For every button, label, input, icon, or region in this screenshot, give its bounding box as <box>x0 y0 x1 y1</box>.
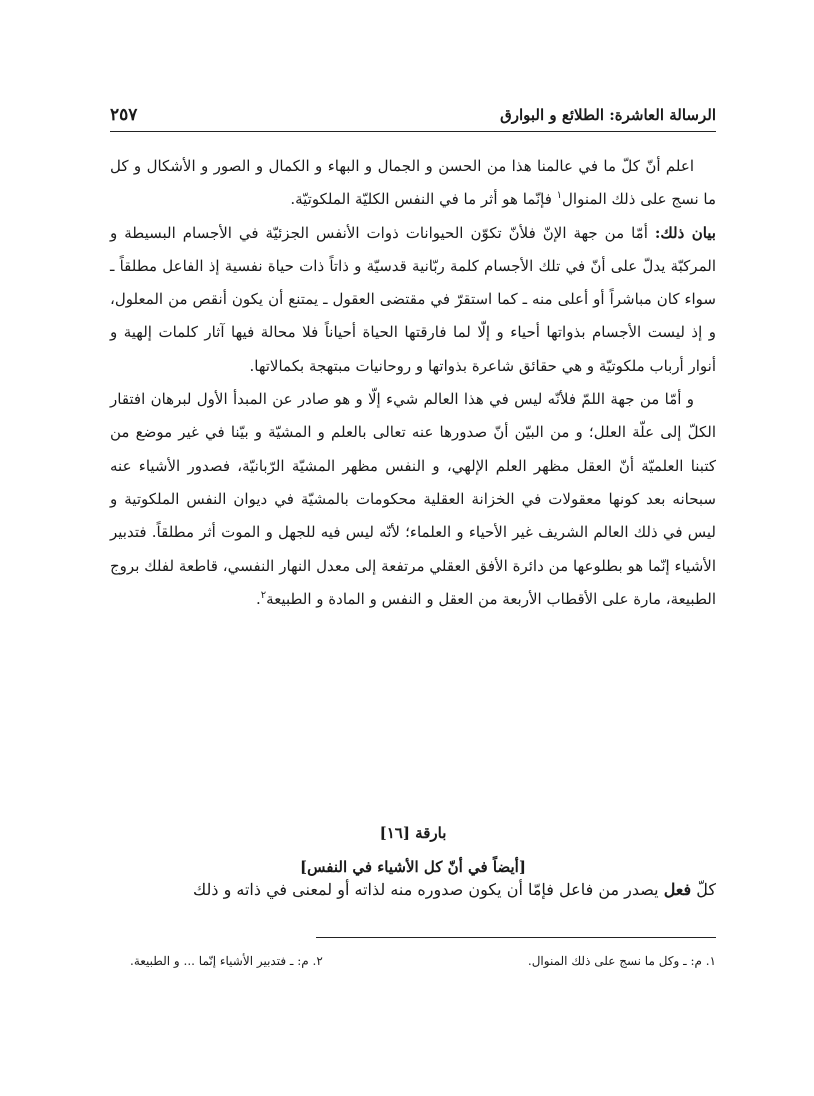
section-first-line <box>110 873 716 906</box>
body-text <box>110 150 716 616</box>
paragraph-3-text: و أمّا من جهة اللمّ فلأنّه ليس في هذا العالم شيء إلّا و هو صادر عن المبدأ الأول لبرهان افتقار الكلّ إلى علّة العلل؛ و من البيّن أنّ صدورها عنه تعالى بالعلم و المشيّة و بيّنا في غير موضع من كتبنا العلميّة أنّ العقل مظهر العلم الإلهي، و النفس مظهر المشيّة الرّبانيّة، فصدور الأشياء عنه سبحانه بعد كونها معقولات في الخزانة العقلية محكومات بالمشيّة في ديوان النفس الملكوتية و ليس في ذلك العالم الشريف غير الأحياء و العلماء؛ لأنّه ليس فيه للجهل و الموت أثر مطلقاً. فتدبير الأشياء إنّما هو بطلوعها من دائرة الأفق العقلي مرتفعة إلى معدل النهار النفسي، قاطعة لفلك بروج الطبيعة، مارة على الأقطاب الأربعة من العقل و النفس و المادة و الطبيعة <box>110 390 716 608</box>
page-number: ٢٥٧ <box>110 105 138 125</box>
paragraph-3-end: . <box>256 589 261 608</box>
footnote-1: ١. م: ـ وكل ما نسج على ذلك المنوال. <box>527 954 716 968</box>
section-number: بارقة [١٦] <box>379 824 447 842</box>
footnote-2: ٢. م: ـ فتدبير الأشياء إنّما ... و الطبيعة. <box>130 954 323 968</box>
bold-word: فعل <box>663 880 692 899</box>
footnote-ref-2: ٢ <box>260 589 267 601</box>
footnote-rule <box>316 937 716 938</box>
paragraph-1-text: اعلم أنّ كلّ ما في عالمنا هذا من الحسن و الجمال و البهاء و الكمال و الصور و الأشكال و كل ما نسج على ذلك المنوال <box>110 157 716 209</box>
section-title: [أيضاً في أنّ كل الأشياء في النفس] <box>300 858 526 876</box>
running-title: الرسالة العاشرة: الطلائع و البوارق <box>500 106 716 124</box>
paragraph-2-text: أمّا من جهة الإنّ فلأنّ تكوّن الحيوانات ذوات الأنفس الجزئيّة في الأجسام البسيطة و المركبّة يدلّ على أنّ في تلك الأجسام كلمة ربّانية قدسيّة و ذاتاً ذات حياة نفسية إذ الفاعل مطلقاً ـ سواء كان مباشراً أو أعلى منه ـ كما استقرّ في مقتضى العقول ـ يمتنع أن يكون أنقص من المعلول، و إذ ليست الأجسام بذواتها أحياء و إلّا لما فارقتها الحياة أحياناً فلا محالة فيها آثار كلمات إلهية و أنوار أرباب ملكوتيّة و هي حقائق شاعرة بذواتها و روحانيات مبتهجة بكمالاتها. <box>110 223 716 375</box>
paragraph-3 <box>110 383 716 616</box>
header-rule <box>110 131 716 132</box>
paragraph-2-lead: بيان ذلك: <box>654 223 716 242</box>
first-word: كلّ <box>696 880 716 899</box>
paragraph-1 <box>110 150 716 217</box>
paragraph-2 <box>110 217 716 383</box>
footnote-ref-1: ١ <box>556 190 563 202</box>
first-line-rest: يصدر من فاعل فإمّا أن يكون صدوره منه لذاته أو لمعنى في ذاته و ذلك <box>193 880 664 899</box>
footnotes <box>110 954 716 976</box>
running-header <box>110 106 716 128</box>
paragraph-1-rest: فإنّما هو أثر ما في النفس الكليّة الملكوتيّة. <box>290 190 557 209</box>
